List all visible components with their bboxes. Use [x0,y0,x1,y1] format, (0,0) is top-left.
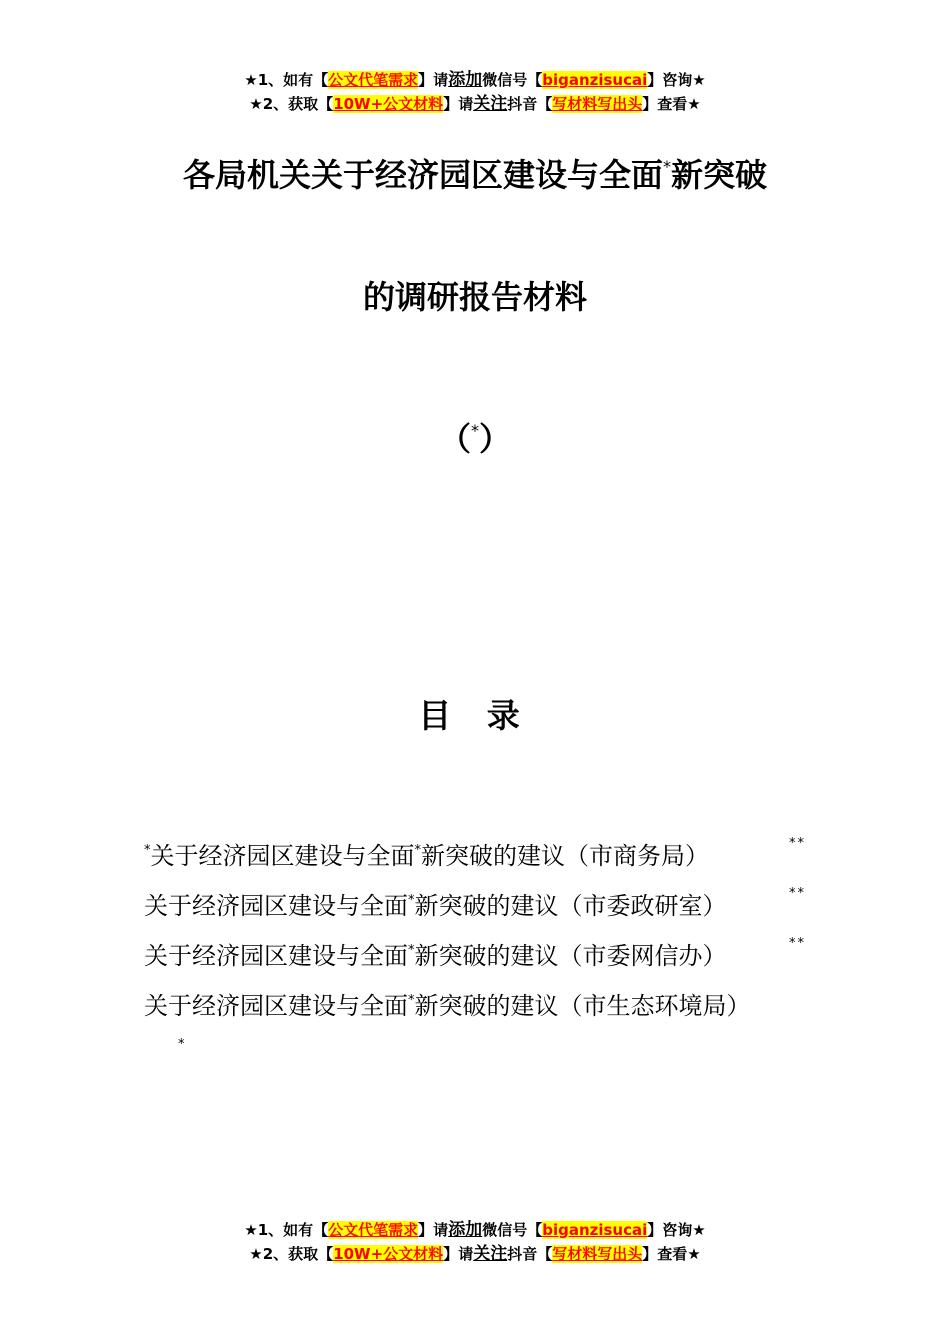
banner-line-2: ★2、获取【10W+公文材料】请关注抖音【写材料写出头】查看★ [249,94,701,114]
toc-item[interactable]: *关于经济园区建设与全面*新突破的建议（市商务局） ** [144,836,806,870]
toc-item[interactable]: 关于经济园区建设与全面*新突破的建议（市委网信办） ** [144,936,806,970]
document-title-line-2: 的调研报告材料 [362,278,587,316]
highlight-douyin: 写材料写出头 [552,1245,643,1263]
highlight-wechat-id: biganzisucai [542,71,648,89]
highlight-materials: 10W+公文材料 [333,1245,444,1263]
toc-heading: 目 录 [418,696,532,735]
highlight-materials: 10W+公文材料 [333,95,444,113]
top-banner [0,68,950,116]
document-title-line-1: 各局机关关于经济园区建设与全面*新突破 [182,156,768,194]
banner-line-1: ★1、如有【公文代笔需求】请添加微信号【biganzisucai】咨询★ [244,70,706,90]
bottom-banner [0,1218,950,1266]
banner-line-2: ★2、获取【10W+公文材料】请关注抖音【写材料写出头】查看★ [249,1244,701,1264]
highlight-service: 公文代笔需求 [328,1221,419,1239]
toc-page-number: ** [789,886,806,901]
banner-line-1: ★1、如有【公文代笔需求】请添加微信号【biganzisucai】咨询★ [244,1220,706,1240]
highlight-wechat-id: biganzisucai [542,1221,648,1239]
toc-item[interactable]: 关于经济园区建设与全面*新突破的建议（市委政研室） ** [144,886,806,920]
toc-page-number: ** [789,836,806,851]
toc-trailing-page: * [178,1037,185,1052]
toc-item[interactable]: 关于经济园区建设与全面*新突破的建议（市生态环境局） [144,992,751,1020]
document-title-line-3: （*） [438,420,512,458]
toc-page-number: ** [789,936,806,951]
highlight-douyin: 写材料写出头 [552,95,643,113]
highlight-service: 公文代笔需求 [328,71,419,89]
